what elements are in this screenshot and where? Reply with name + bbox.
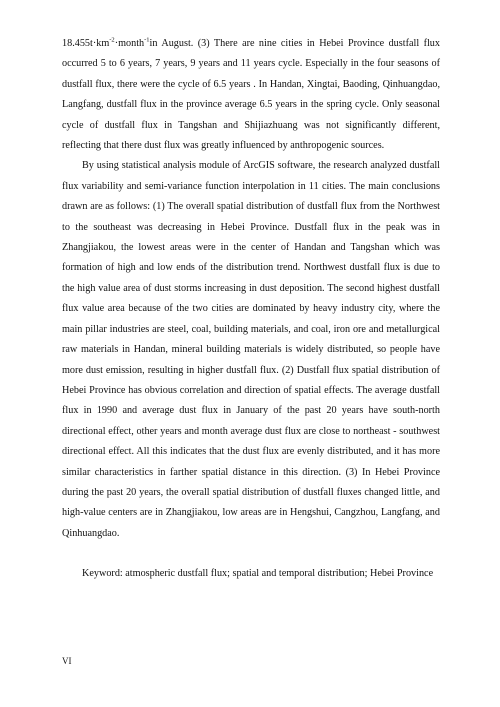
page-number: VI bbox=[62, 656, 72, 666]
paragraph-continued-text: in August. (3) There are nine cities in Hebei Province dustfall flux occurred 5 to 6 years, 7 years, 9 years and 11 years cycle. Especially in the four seasons of dustfall flux, there were the cycle of 6.5 years . In Handan, Xingtai, Baoding, Qinhuangdao, Langfang, dustfall flux in the province average 6.5 years in the spring cycle. Only seasonal cycle of dustfall flux in Tangshan and Shijiazhuang was not significantly different, reflecting that there dust flux was greatly influenced by anthropogenic sources. bbox=[62, 38, 440, 152]
unit-month-text: ·month bbox=[114, 38, 145, 49]
conclusions-paragraph: By using statistical analysis module of ArcGIS software, the research analyzed dustfall flux variability and semi-variance function interpolation in 11 cities. The main conclusions drawn are as follows: (1) The overall spatial distribution of dustfall flux from the Northwest to the southeast was decreasing in Hebei Province. Dustfall flux in the peak was in Zhangjiakou, the lowest areas were in the center of Handan and Tangshan which was formation of high and low ends of the distribution trend. Northwest dustfall flux is due to the high value area of dust storms increasing in dust deposition. The second highest dustfall flux value area because of the two cities are dominated by heavy industry city, where the main pillar industries are steel, coal, building materials, and coal, iron ore and metallurgical raw materials in Handan, mineral building materials is widely distributed, so people have more dust emission, resulting in higher dustfall flux. (2) Dustfall flux spatial distribution of Hebei Province has obvious correlation and direction of spatial effects. The average dustfall flux in 1990 and average dust flux in January of the past 20 years have south-north directional effect, other years and month average dust flux are close to northeast - southwest directional effect. All this indicates that the dust flux are evenly distributed, and it has more similar characteristics in farther spatial distance in this direction. (3) In Hebei Province during the past 20 years, the overall spatial distribution of dustfall fluxes changed little, and high-value centers are in Zhangjiakou, low areas are in Hengshui, Cangzhou, Langfang, and Qinhuangdao. bbox=[62, 160, 440, 539]
keyword-line: Keyword: atmospheric dustfall flux; spatial and temporal distribution; Hebei Province bbox=[82, 568, 434, 580]
document-page bbox=[62, 34, 440, 585]
unit-superscript-month: -1 bbox=[144, 36, 150, 44]
flux-value-text: 18.455t·km bbox=[62, 38, 110, 49]
abstract-paragraph-continued bbox=[62, 34, 440, 156]
unit-superscript-km: -2 bbox=[109, 36, 115, 44]
